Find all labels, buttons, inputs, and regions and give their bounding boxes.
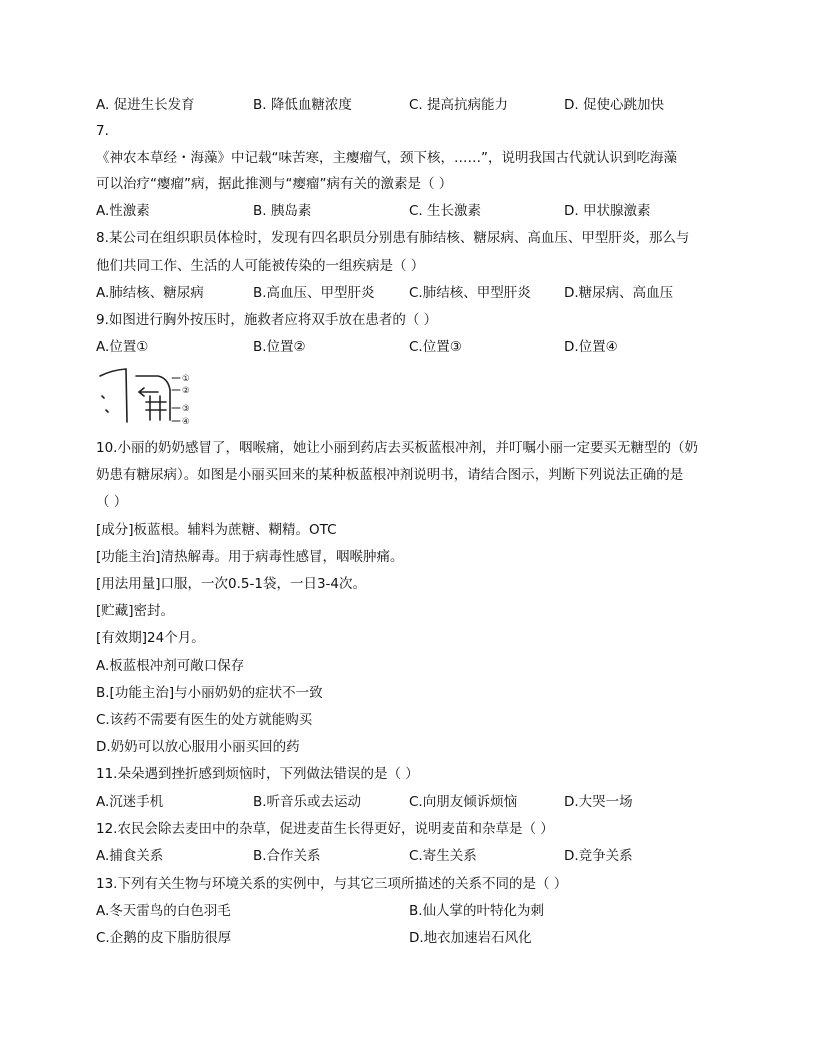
q8-option-b: B.高血压、甲型肝炎 xyxy=(253,285,375,301)
q6-option-b: B. 降低血糖浓度 xyxy=(253,97,352,113)
q13-option-c: C.企鹅的皮下脂肪很厚 xyxy=(96,930,232,946)
q13-option-b: B.仙人掌的叶特化为刺 xyxy=(409,903,545,919)
q10-stem-line2: 奶患有糖尿病）。如图是小丽买回来的某种板蓝根冲剂说明书，请结合图示，判断下列说法正确的是 xyxy=(96,467,684,483)
figure-hand-lines xyxy=(146,402,166,410)
q9-option-b: B.位置② xyxy=(253,339,306,355)
q8-option-c: C.肺结核、甲型肝炎 xyxy=(409,285,531,301)
q7-option-c: C. 生长激素 xyxy=(409,203,482,219)
q6-options xyxy=(96,95,736,115)
q8-stem-line2: 他们共同工作、生活的人可能被传染的一组疾病是（ ） xyxy=(96,258,425,274)
q7-number: 7. xyxy=(96,123,109,139)
figure-finger-lines xyxy=(150,396,160,420)
q12-stem: 12.农民会除去麦田中的杂草，促进麦苗生长得更好，说明麦苗和杂草是（ ） xyxy=(96,821,554,837)
q10-stem-line1: 10.小丽的奶奶感冒了，咽喉痛，她让小丽到药店去买板蓝根冲剂，并叮嘱小丽一定要买无糖型的（奶 xyxy=(96,440,698,456)
q10-option-c: C.该药不需要有医生的处方就能购买 xyxy=(96,712,313,728)
figure-marks xyxy=(102,396,108,412)
q10-label-dosage: [用法用量]口服，一次0.5-1袋，一日3-4次。 xyxy=(96,576,367,592)
q9-options xyxy=(96,337,736,357)
figure-arm-outline xyxy=(136,376,170,420)
q10-option-d: D.奶奶可以放心服用小丽买回的药 xyxy=(96,739,300,755)
q7-stem-line2: 可以治疗“瘿瘤”病，据此推测与“瘿瘤”病有关的激素是（ ） xyxy=(96,176,453,192)
q12-option-d: D.竞争关系 xyxy=(564,848,633,864)
q10-stem-line3: （ ） xyxy=(96,494,128,510)
q12-option-b: B.合作关系 xyxy=(253,848,321,864)
q12-options xyxy=(96,846,736,866)
q11-option-b: B.听音乐或去运动 xyxy=(253,794,362,810)
q13-options-row2 xyxy=(96,928,736,948)
figure-shoulder-line xyxy=(100,369,126,376)
q6-option-c: C. 提高抗病能力 xyxy=(409,97,509,113)
q8-stem-line1: 8.某公司在组织职员体检时，发现有四名职员分别患有肺结核、糖尿病、高血压、甲型肝炎，那么与 xyxy=(96,230,690,246)
q11-options xyxy=(96,792,736,812)
q13-stem: 13.下列有关生物与环境关系的实例中，与其它三项所描述的关系不同的是（ ） xyxy=(96,876,568,892)
q10-option-a: A.板蓝根冲剂可敞口保存 xyxy=(96,658,245,674)
q12-option-a: A.捕食关系 xyxy=(96,848,164,864)
figure-label-3: ③ xyxy=(182,404,190,414)
q12-option-c: C.寄生关系 xyxy=(409,848,477,864)
q7-option-a: A.性激素 xyxy=(96,203,150,219)
q7-options xyxy=(96,201,736,221)
q8-option-a: A.肺结核、糖尿病 xyxy=(96,285,204,301)
figure-label-4: ④ xyxy=(182,417,190,427)
q10-label-indications: [功能主治]清热解毒。用于病毒性感冒，咽喉肿痛。 xyxy=(96,549,404,565)
q7-option-d: D. 甲状腺激素 xyxy=(564,203,651,219)
q11-option-c: C.向朋友倾诉烦恼 xyxy=(409,794,518,810)
q7-option-b: B. 胰岛素 xyxy=(253,203,312,219)
q8-options xyxy=(96,283,736,303)
figure-leader-lines xyxy=(172,378,180,421)
q11-option-a: A.沉迷手机 xyxy=(96,794,164,810)
chest-compression-figure xyxy=(96,366,208,430)
q10-label-expiry: [有效期]24个月。 xyxy=(96,630,205,646)
figure-label-1: ① xyxy=(182,374,190,384)
q13-options-row1 xyxy=(96,901,736,921)
q13-option-d: D.地衣加速岩石风化 xyxy=(409,930,532,946)
q6-option-a: A. 促进生长发育 xyxy=(96,97,195,113)
q10-label-storage: [贮藏]密封。 xyxy=(96,603,175,619)
q7-stem-line1: 《神农本草经・海藻》中记载“味苦寒，主瘿瘤气，颈下核，……”，说明我国古代就认识到吃海藻 xyxy=(96,150,677,166)
q9-option-d: D.位置④ xyxy=(564,339,618,355)
figure-label-2: ② xyxy=(182,386,190,396)
q6-option-d: D. 促使心跳加快 xyxy=(564,97,664,113)
q11-stem: 11.朵朵遇到挫折感到烦恼时，下列做法错误的是（ ） xyxy=(96,766,419,782)
q10-label-ingredients: [成分]板蓝根。辅料为蔗糖、糊精。OTC xyxy=(96,522,337,538)
q8-option-d: D.糖尿病、高血压 xyxy=(564,285,674,301)
q10-option-b: B.[功能主治]与小丽奶奶的症状不一致 xyxy=(96,685,323,701)
figure-torso-line xyxy=(126,369,127,422)
q13-option-a: A.冬天雷鸟的白色羽毛 xyxy=(96,903,231,919)
q9-option-a: A.位置① xyxy=(96,339,149,355)
q9-option-c: C.位置③ xyxy=(409,339,462,355)
q11-option-d: D.大哭一场 xyxy=(564,794,633,810)
q9-stem: 9.如图进行胸外按压时，施救者应将双手放在患者的（ ） xyxy=(96,312,438,328)
